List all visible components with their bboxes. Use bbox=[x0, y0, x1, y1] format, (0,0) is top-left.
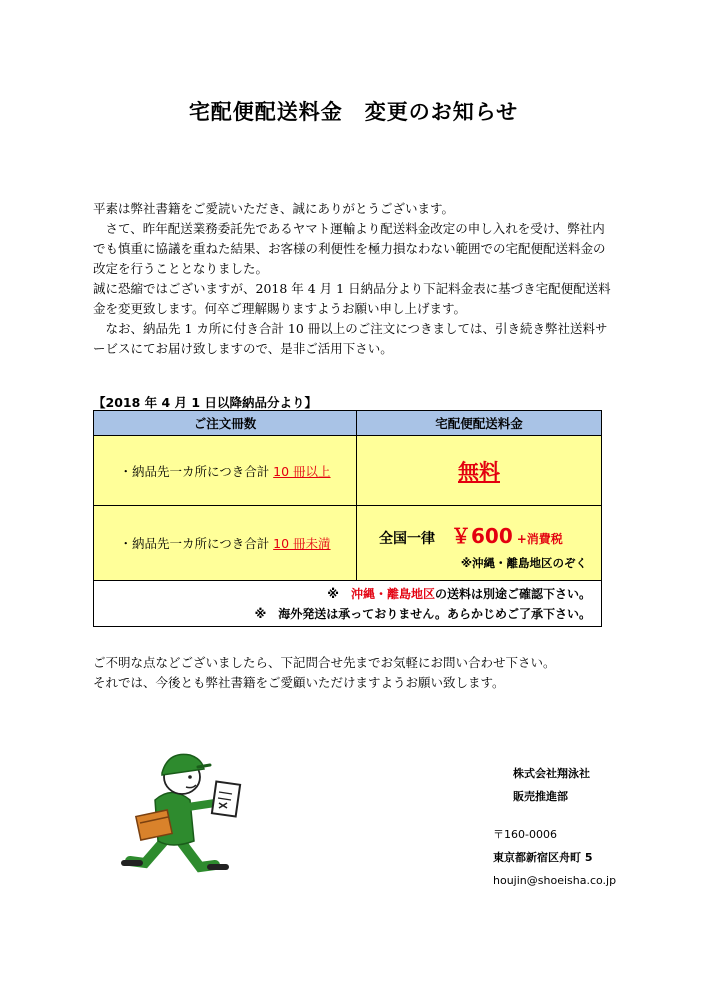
intro-paragraph: さて、昨年配送業務委託先であるヤマト運輸より配送料金改定の申し入れを受け、弊社内でも慎重に協議を重ねた結果、お客様の利便性を極力損なわない範囲での宅配便配送料金の改定を行うこととなりました。 bbox=[93, 221, 606, 276]
fee-table bbox=[93, 410, 602, 627]
fee-cell bbox=[357, 506, 602, 581]
email-address[interactable]: houjin@shoeisha.co.jp bbox=[493, 874, 617, 887]
closing-text bbox=[93, 653, 613, 693]
page-title: 宅配便配送料金 変更のお知らせ bbox=[188, 100, 519, 124]
price-line bbox=[357, 520, 601, 549]
notes-cell bbox=[94, 581, 602, 627]
section-label: 【2018 年 4 月 1 日以降納品分より】 bbox=[93, 395, 317, 410]
quantity-cell bbox=[94, 506, 357, 581]
company-name: 株式会社翔泳社 bbox=[513, 767, 590, 780]
company-block bbox=[513, 762, 590, 808]
quantity-label: ・納品先一カ所につき合計 bbox=[119, 463, 274, 479]
quantity-highlight: 10 冊以上 bbox=[273, 463, 331, 479]
street-address: 東京都新宿区舟町 5 bbox=[493, 851, 593, 864]
company-department: 販売推進部 bbox=[513, 790, 568, 803]
price-note: ※沖縄・離島地区のぞく bbox=[460, 556, 587, 570]
address-block bbox=[493, 823, 616, 892]
table-row bbox=[94, 436, 602, 506]
quantity-cell bbox=[94, 436, 357, 506]
intro-text bbox=[93, 199, 613, 359]
table-row bbox=[94, 506, 602, 581]
note-line bbox=[94, 584, 591, 604]
flat-rate-label: 全国一律 bbox=[379, 531, 435, 547]
note-highlight: 沖縄・離島地区 bbox=[350, 586, 435, 601]
intro-paragraph: 誠に恐縮ではございますが、2018 年 4 月 1 日納品分より下記料金表に基づき宅配便配送料金を変更致します。何卒ご理解賜りますようお願い申し上げます。 bbox=[93, 281, 611, 316]
quantity-label: ・納品先一カ所につき合計 bbox=[119, 536, 274, 551]
intro-paragraph: なお、納品先 1 カ所に付き合計 10 冊以上のご注文につきましては、引き続き弊社送料サービスにてお届け致しますので、是非ご活用下さい。 bbox=[93, 321, 608, 356]
closing-paragraph: それでは、今後とも弊社書籍をご愛顧いただけますようお願い致します。 bbox=[93, 675, 505, 690]
header-shipping-fee: 宅配便配送料金 bbox=[357, 411, 602, 436]
quantity-highlight: 10 冊未満 bbox=[273, 536, 331, 551]
note-line: ※ 海外発送は承っておりません。あらかじめご了承下さい。 bbox=[254, 606, 591, 621]
tax-label: +消費税 bbox=[516, 532, 563, 546]
postal-code: 〒160-0006 bbox=[493, 828, 557, 841]
table-header-row bbox=[94, 411, 602, 436]
note-text: の送料は別途ご確認下さい。 bbox=[434, 586, 591, 601]
free-shipping-value: 無料 bbox=[357, 436, 602, 506]
delivery-mascot-icon bbox=[110, 745, 260, 885]
note-mark: ※ bbox=[327, 586, 351, 601]
intro-paragraph: 平素は弊社書籍をご愛読いただき、誠にありがとうございます。 bbox=[93, 201, 455, 216]
price-amount: ￥600 bbox=[451, 524, 513, 548]
header-order-quantity: ご注文冊数 bbox=[94, 411, 357, 436]
table-notes-row bbox=[94, 581, 602, 627]
closing-paragraph: ご不明な点などございましたら、下記問合せ先までお気軽にお問い合わせ下さい。 bbox=[93, 655, 556, 670]
